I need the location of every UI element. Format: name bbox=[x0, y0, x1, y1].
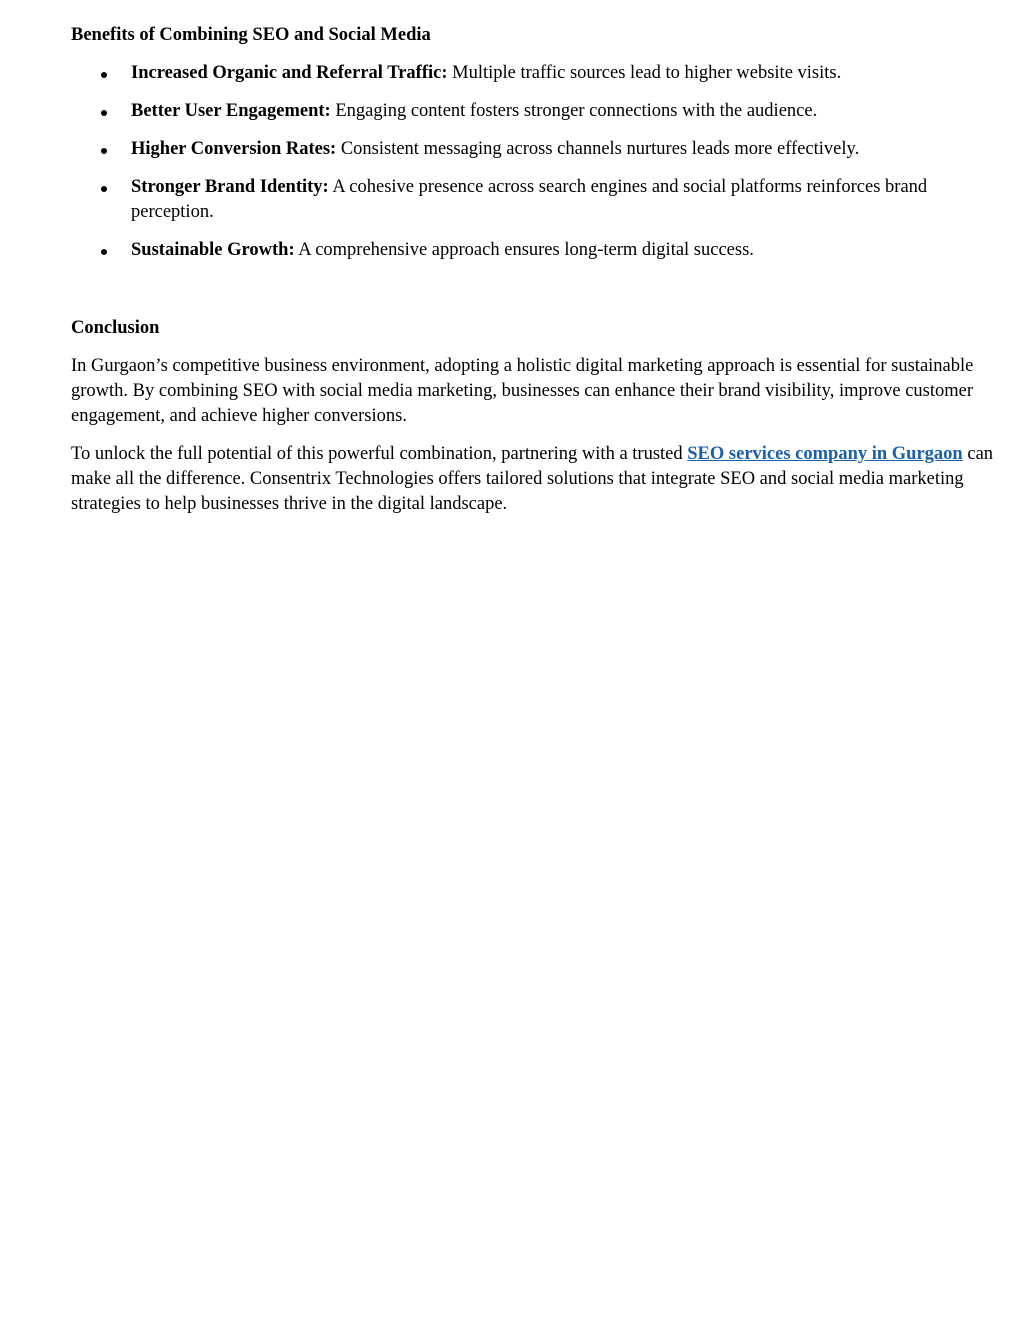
benefit-term: Increased Organic and Referral Traffic: bbox=[131, 63, 448, 83]
cta-paragraph bbox=[71, 442, 1001, 517]
benefit-text: Engaging content fosters stronger connections with the audience. bbox=[335, 101, 818, 121]
bullet-icon bbox=[101, 110, 107, 116]
benefit-term: Stronger Brand Identity: bbox=[131, 177, 329, 197]
bullet-icon bbox=[101, 148, 107, 154]
benefits-heading: Benefits of Combining SEO and Social Media bbox=[71, 25, 431, 45]
cta-text-after: can make all the difference. Consentrix Technologies offers tailored solutions that integrate SEO and social media marketing strategies to help businesses thrive in the digital landscape. bbox=[71, 444, 994, 514]
benefit-term: Better User Engagement: bbox=[131, 101, 331, 121]
bullet-icon bbox=[101, 72, 107, 78]
bullet-icon bbox=[101, 186, 107, 192]
benefits-list bbox=[71, 61, 1001, 276]
benefit-text: A cohesive presence across search engines and social platforms reinforces brand perception. bbox=[131, 177, 928, 222]
benefit-term: Higher Conversion Rates: bbox=[131, 139, 337, 159]
conclusion-paragraph: In Gurgaon’s competitive business environment, adopting a holistic digital marketing approach is essential for sustainable growth. By combining SEO with social media marketing, businesses can enhance their brand visibility, improve customer engagement, and achieve higher conversions. bbox=[71, 356, 974, 426]
seo-services-link[interactable]: SEO services company in Gurgaon bbox=[687, 444, 963, 464]
bullet-icon bbox=[101, 249, 107, 255]
list-item bbox=[71, 238, 1001, 263]
benefit-text: A comprehensive approach ensures long-term digital success. bbox=[298, 240, 754, 260]
list-item bbox=[71, 137, 1001, 162]
benefit-text: Multiple traffic sources lead to higher website visits. bbox=[452, 63, 842, 83]
list-item bbox=[71, 175, 1001, 225]
conclusion-heading: Conclusion bbox=[71, 318, 160, 338]
benefit-text: Consistent messaging across channels nurtures leads more effectively. bbox=[340, 139, 860, 159]
list-item bbox=[71, 99, 1001, 124]
benefit-term: Sustainable Growth: bbox=[131, 240, 295, 260]
cta-text-before: To unlock the full potential of this powerful combination, partnering with a trusted bbox=[71, 444, 688, 464]
list-item bbox=[71, 61, 1001, 86]
